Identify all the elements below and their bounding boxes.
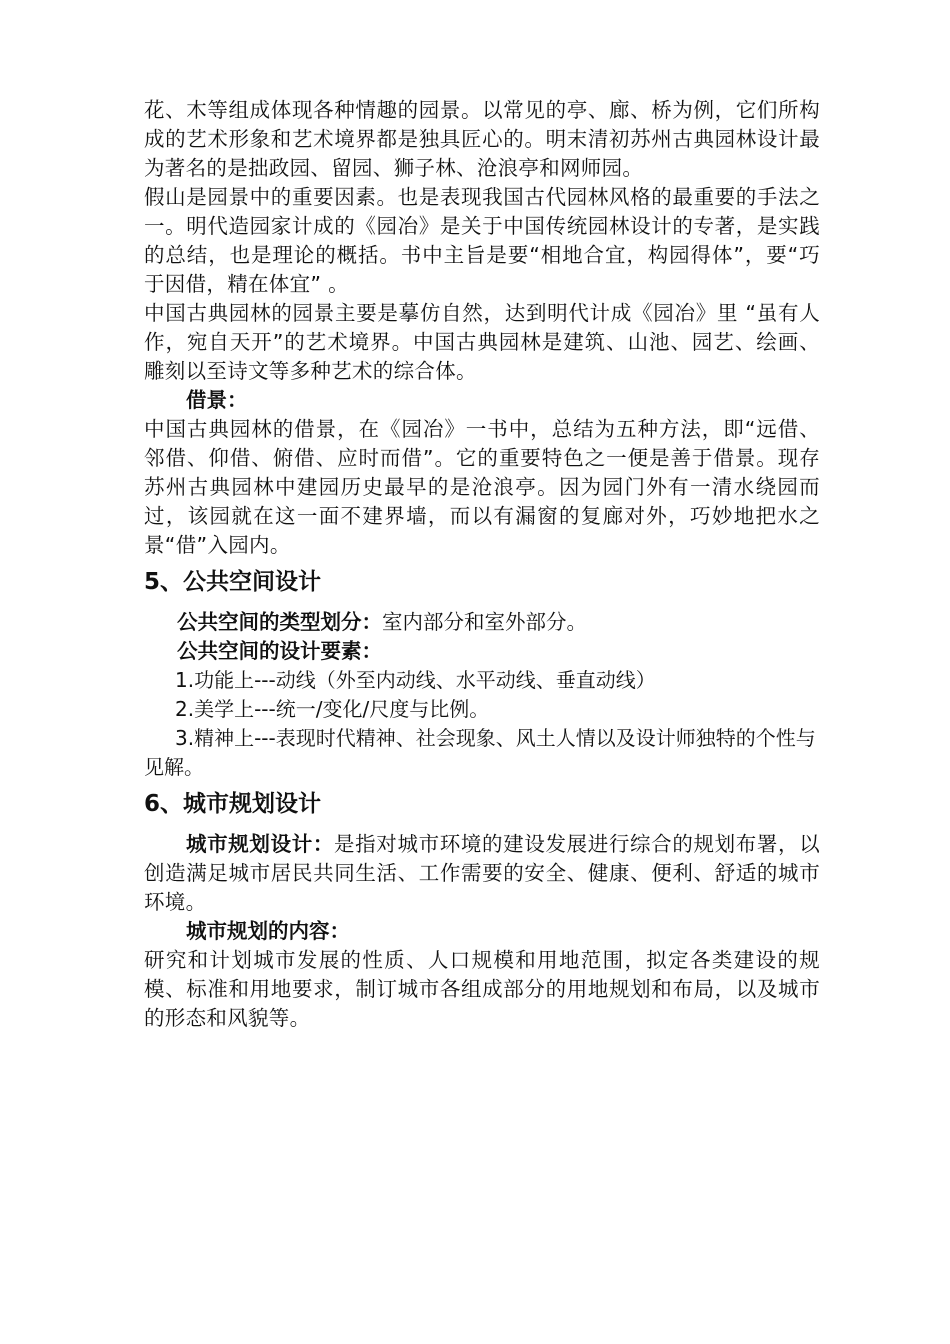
public-space-elements-label-text: 公共空间的设计要素：	[177, 639, 382, 663]
borrowed-scenery-label: 借景：	[186, 388, 248, 412]
public-space-types	[144, 608, 820, 637]
list-item-aesthetics: 2.美学上---统一/变化/尺度与比例。	[175, 697, 490, 721]
urban-planning-definition-label: 城市规划设计：	[186, 832, 335, 856]
public-space-elements-label	[144, 637, 820, 666]
public-space-types-label: 公共空间的类型划分：	[177, 610, 382, 634]
urban-planning-content-text: 研究和计划城市发展的性质、人口规模和用地范围，拟定各类建设的规模、标准和用地要求，制订城市各组成部分的用地规划和布局，以及城市的形态和风貌等。	[144, 948, 820, 1030]
paragraph-rockery: 假山是园景中的重要因素。也是表现我国古代园林风格的最重要的手法之一。明代造园家计成的《园冶》是关于中国传统园林设计的专著，是实践的总结，也是理论的概括。书中主旨是要“相地合宜，构园得体”，要“巧于因借，精在体宜” 。	[144, 185, 820, 296]
urban-planning-definition	[144, 830, 820, 917]
urban-planning-definition-text: 是指对城市环境的建设发展进行综合的规划布署，以创造满足城市居民共同生活、工作需要的安全、健康、便利、舒适的城市环境。	[144, 832, 820, 914]
paragraph-borrowed-scenery: 中国古典园林的借景，在《园冶》一书中，总结为五种方法，即“远借、邻借、仰借、俯借、应时而借”。它的重要特色之一便是善于借景。现存苏州古典园林中建园历史最早的是沧浪亭。因为园门外有一清水绕园而过，该园就在这一面不建界墙，而以有漏窗的复廊对外，巧妙地把水之景“借”入园内。	[144, 417, 820, 557]
document-body	[144, 96, 820, 1033]
section-heading-public-space: 5、公共空间设计	[144, 569, 322, 595]
public-space-types-value: 室内部分和室外部分。	[382, 610, 587, 634]
list-item-function: 1.功能上---动线（外至内动线、水平动线、垂直动线）	[175, 668, 656, 692]
paragraph-imitate-nature: 中国古典园林的园景主要是摹仿自然，达到明代计成《园冶》里 “虽有人作，宛自天开”的艺术境界。中国古典园林是建筑、山池、园艺、绘画、雕刻以至诗文等多种艺术的综合体。	[144, 301, 820, 383]
section-heading-urban-planning: 6、城市规划设计	[144, 791, 322, 817]
list-item-spirit: 3.精神上---表现时代精神、社会现象、风土人情以及设计师独特的个性与见解。	[144, 726, 816, 779]
paragraph-garden-views: 花、木等组成体现各种情趣的园景。以常见的亭、廊、桥为例，它们所构成的艺术形象和艺术境界都是独具匠心的。明末清初苏州古典园林设计最为著名的是拙政园、留园、狮子林、沧浪亭和网师园。	[144, 98, 820, 180]
urban-planning-content-label: 城市规划的内容：	[186, 919, 350, 943]
